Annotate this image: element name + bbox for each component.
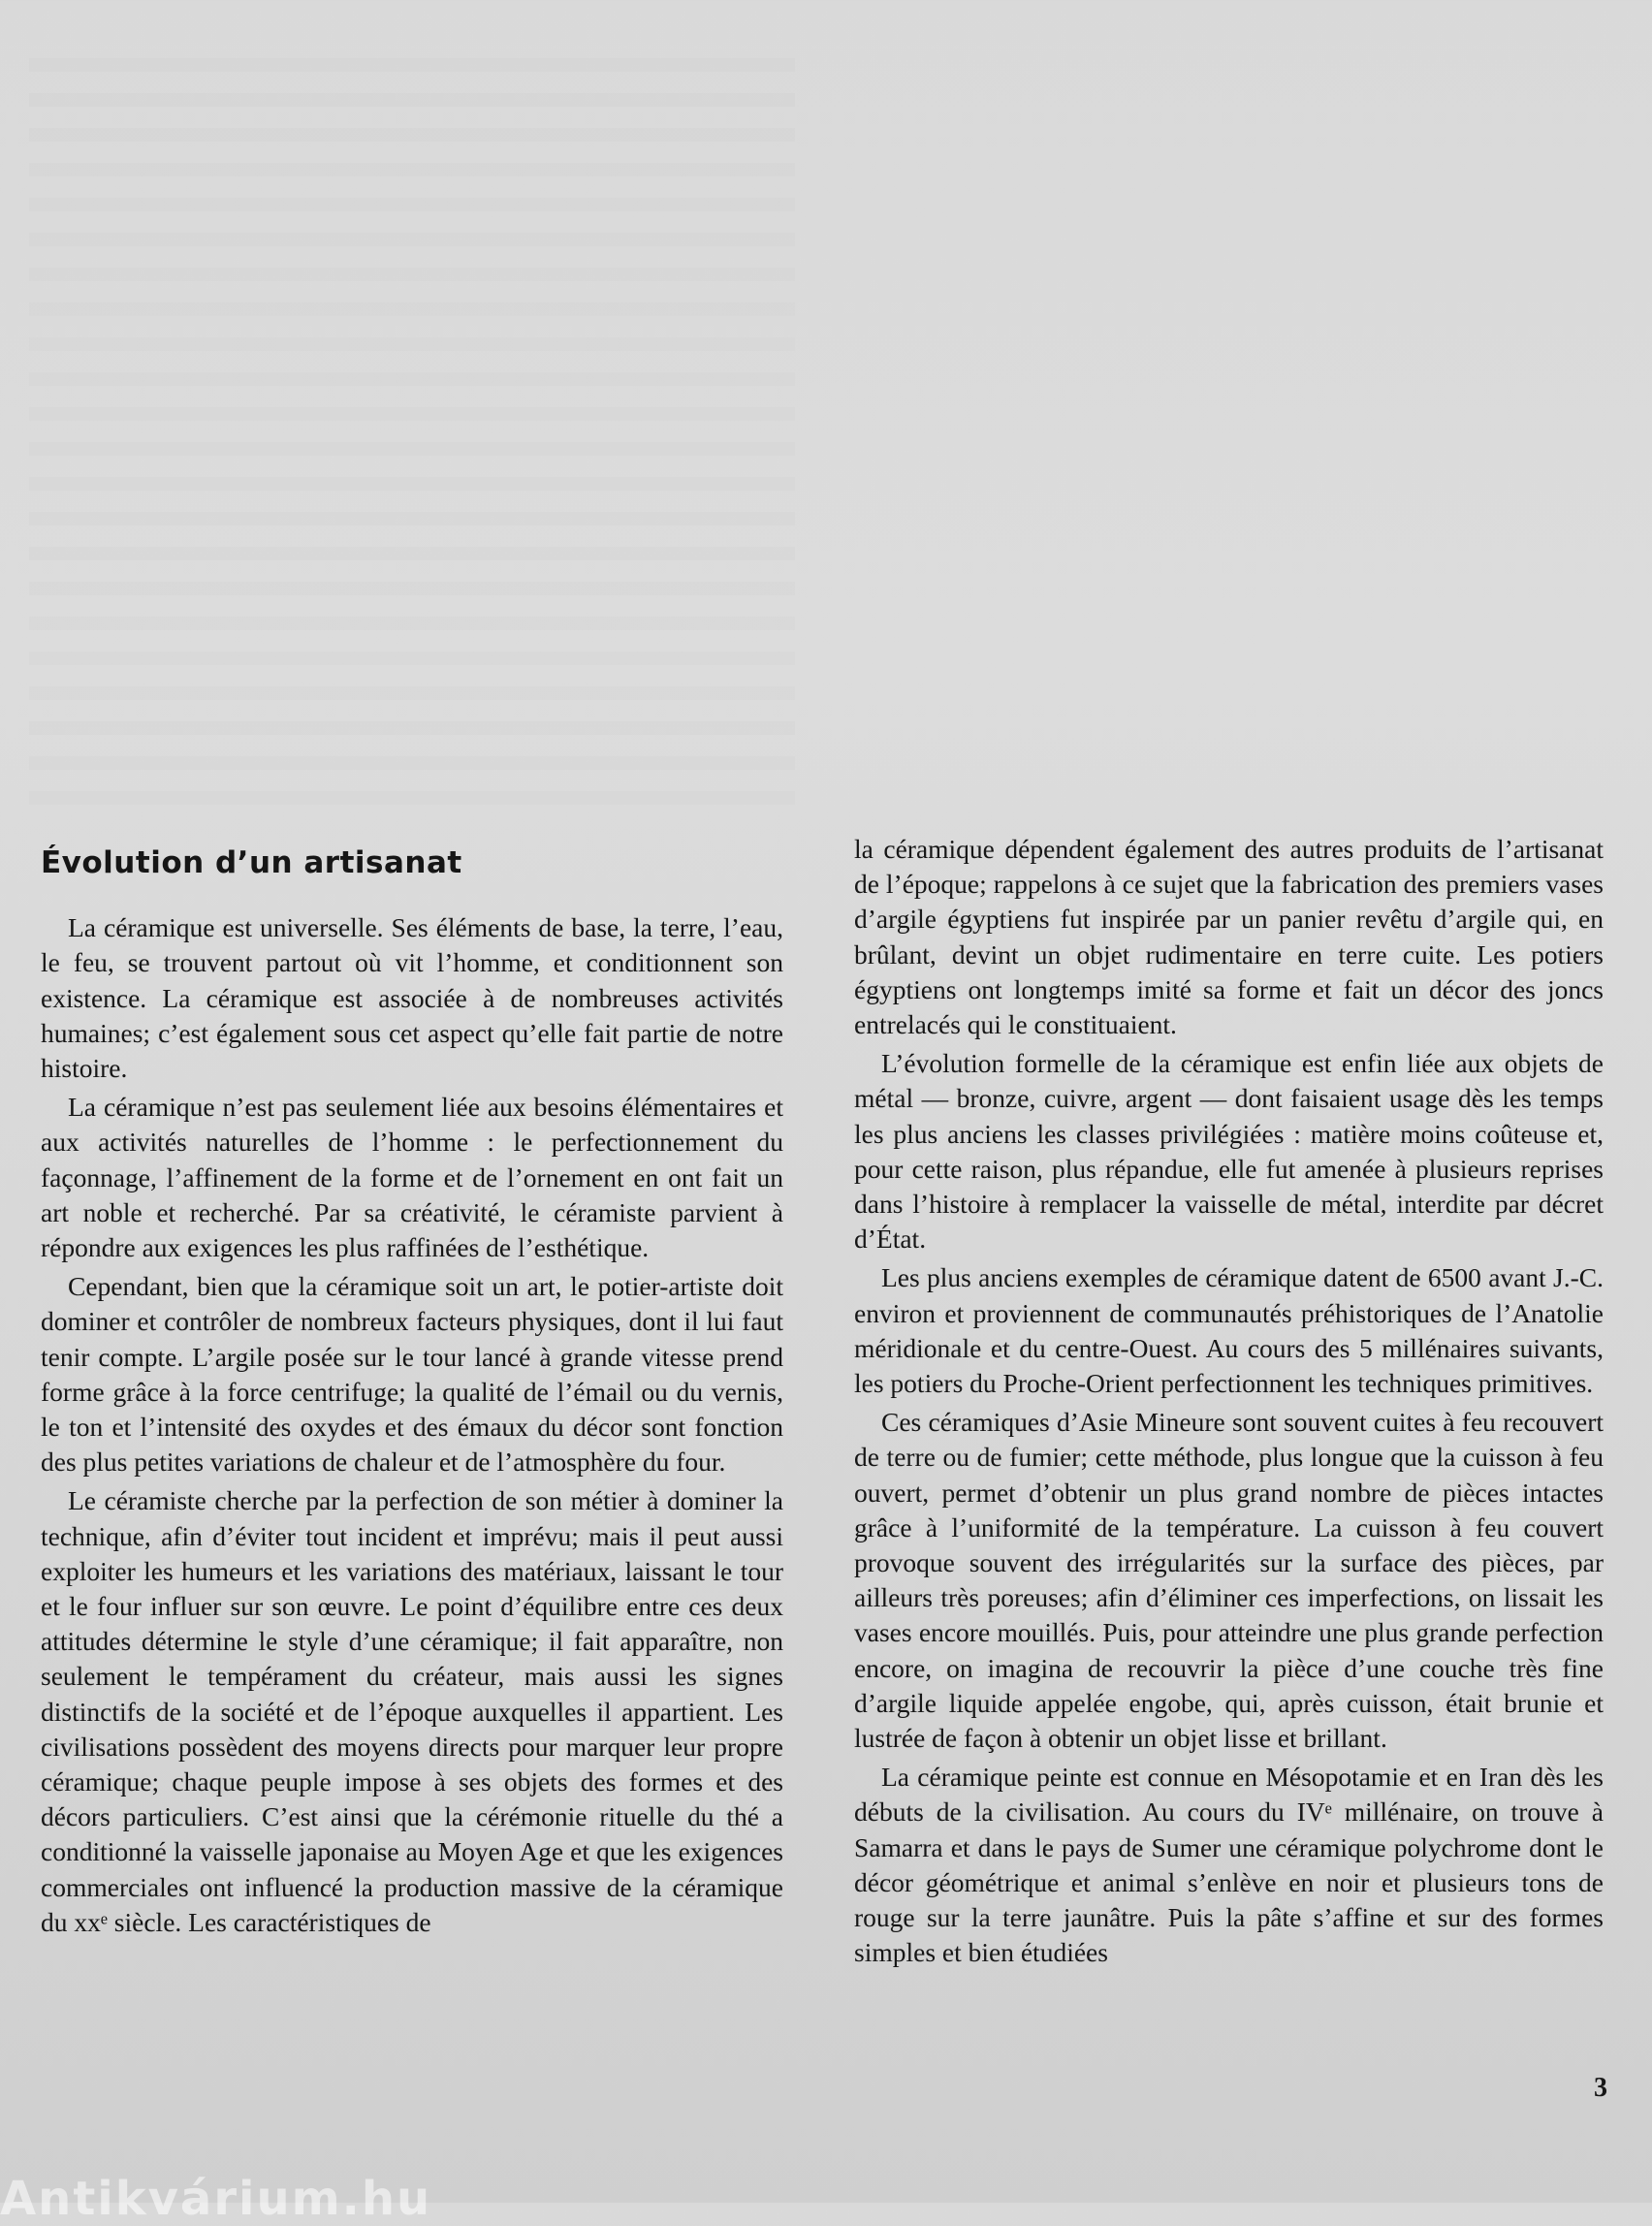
paragraph: La céramique est universelle. Ses éléments de base, la terre, l’eau, le feu, se trouvent partout où vit l’homme, et conditionnent son existence. La céramique est associée à de nombreuses activités humaines; c’est également sous cet aspect qu’elle fait partie de notre histoire. xyxy=(41,912,783,1083)
page-number: 3 xyxy=(1594,2073,1607,2103)
paragraph: Cependant, bien que la céramique soit un art, le potier-artiste doit dominer et contrôler de nombreux facteurs physiques, dont il lui faut tenir compte. L’argile posée sur le tour lancé à grande vitesse prend forme grâce à la force centrifuge; la qualité de l’émail ou du vernis, le ton et l’intensité des oxydes et des émaux du décor sont fonction des plus petites variations de chaleur et de l’atmosphère du four. xyxy=(41,1271,783,1478)
paragraph: la céramique dépendent également des autres produits de l’artisanat de l’époque; rappelons à ce sujet que la fabrication des premiers vases d’argile égyptiens fut inspirée par un panier revêtu d’argile qui, en brûlant, devint un objet rudimentaire en terre cuite. Les potiers égyptiens ont longtemps imité sa forme et fait un décor des joncs entrelacés qui le constituaient. xyxy=(854,834,1604,1040)
paragraph: Les plus anciens exemples de céramique datent de 6500 avant J.-C. environ et proviennent de communautés préhistoriques de l’Anatolie méridionale et du centre-Ouest. Au cours des 5 millénaires suivants, les potiers du Proche-Orient perfectionnent les techniques primitives. xyxy=(854,1262,1604,1399)
show-through-texture xyxy=(29,58,795,814)
watermark: Antikvárium.hu xyxy=(0,2172,432,2226)
paragraph: L’évolution formelle de la céramique est enfin liée aux objets de métal — bronze, cuivre, argent — dont faisaient usage dès les temps les plus anciens les classes privilégiées : matière moins coûteuse et, pour cette raison, plus répandue, elle fut amenée à plusieurs reprises dans l’histoire à remplacer la vaisselle de métal, interdite par décret d’État. xyxy=(854,1048,1604,1255)
section-heading: Évolution d’un artisanat xyxy=(41,845,462,880)
paragraph: La céramique n’est pas seulement liée aux besoins élémentaires et aux activités naturelles de l’homme : le perfectionnement du façonnage, l’affinement de la forme et de l’ornement en ont fait un art noble et recherché. Par sa créativité, le céramiste parvient à répondre aux exigences les plus raffinées de l’esthétique. xyxy=(41,1092,783,1263)
left-column xyxy=(41,845,783,1944)
paragraph: Le céramiste cherche par la perfection de son métier à dominer la technique, afin d’éviter tout incident et imprévu; mais il peut aussi exploiter les humeurs et les variations des matériaux, laissant le tour et le four influer sur son œuvre. Le point d’équilibre entre ces deux attitudes détermine le style d’une céramique; il fait apparaître, non seulement le tempérament du créateur, mais aussi les signes distinctifs de la société et de l’époque auxquelles il appartient. Les civilisations possèdent des moyens directs pour marquer leur propre céramique; chaque peuple impose à ses objets des formes et des décors particuliers. C’est ainsi que la cérémonie rituelle du thé a conditionné la vaisselle japonaise au Moyen Age et que les exigences commerciales ont influencé la production massive de la céramique du xxᵉ siècle. Les caractéristiques de xyxy=(41,1485,783,1937)
paragraph: La céramique peinte est connue en Mésopotamie et en Iran dès les débuts de la civilisation. Au cours du IVᵉ millénaire, on trouve à Samarra et dans le pays de Sumer une céramique polychrome dont le décor géométrique et animal s’enlève en noir et plusieurs tons de rouge sur la terre jaunâtre. Puis la pâte s’affine et sur des formes simples et bien étudiées xyxy=(854,1762,1604,1968)
right-column xyxy=(854,832,1604,1975)
paragraph: Ces céramiques d’Asie Mineure sont souvent cuites à feu recouvert de terre ou de fumier; cette méthode, plus longue que la cuisson à feu ouvert, permet d’obtenir un plus grand nombre de pièces intactes grâce à l’uniformité de la température. La cuisson à feu couvert provoque souvent des irrégularités sur la surface des pièces, par ailleurs très poreuses; afin d’éliminer ces imperfections, on lissait les vases encore mouillés. Puis, pour atteindre une plus grande perfection encore, on imagina de recouvrir la pièce d’une couche très fine d’argile liquide appelée engobe, qui, après cuisson, était brunie et lustrée de façon à obtenir un objet lisse et brillant. xyxy=(854,1407,1604,1754)
